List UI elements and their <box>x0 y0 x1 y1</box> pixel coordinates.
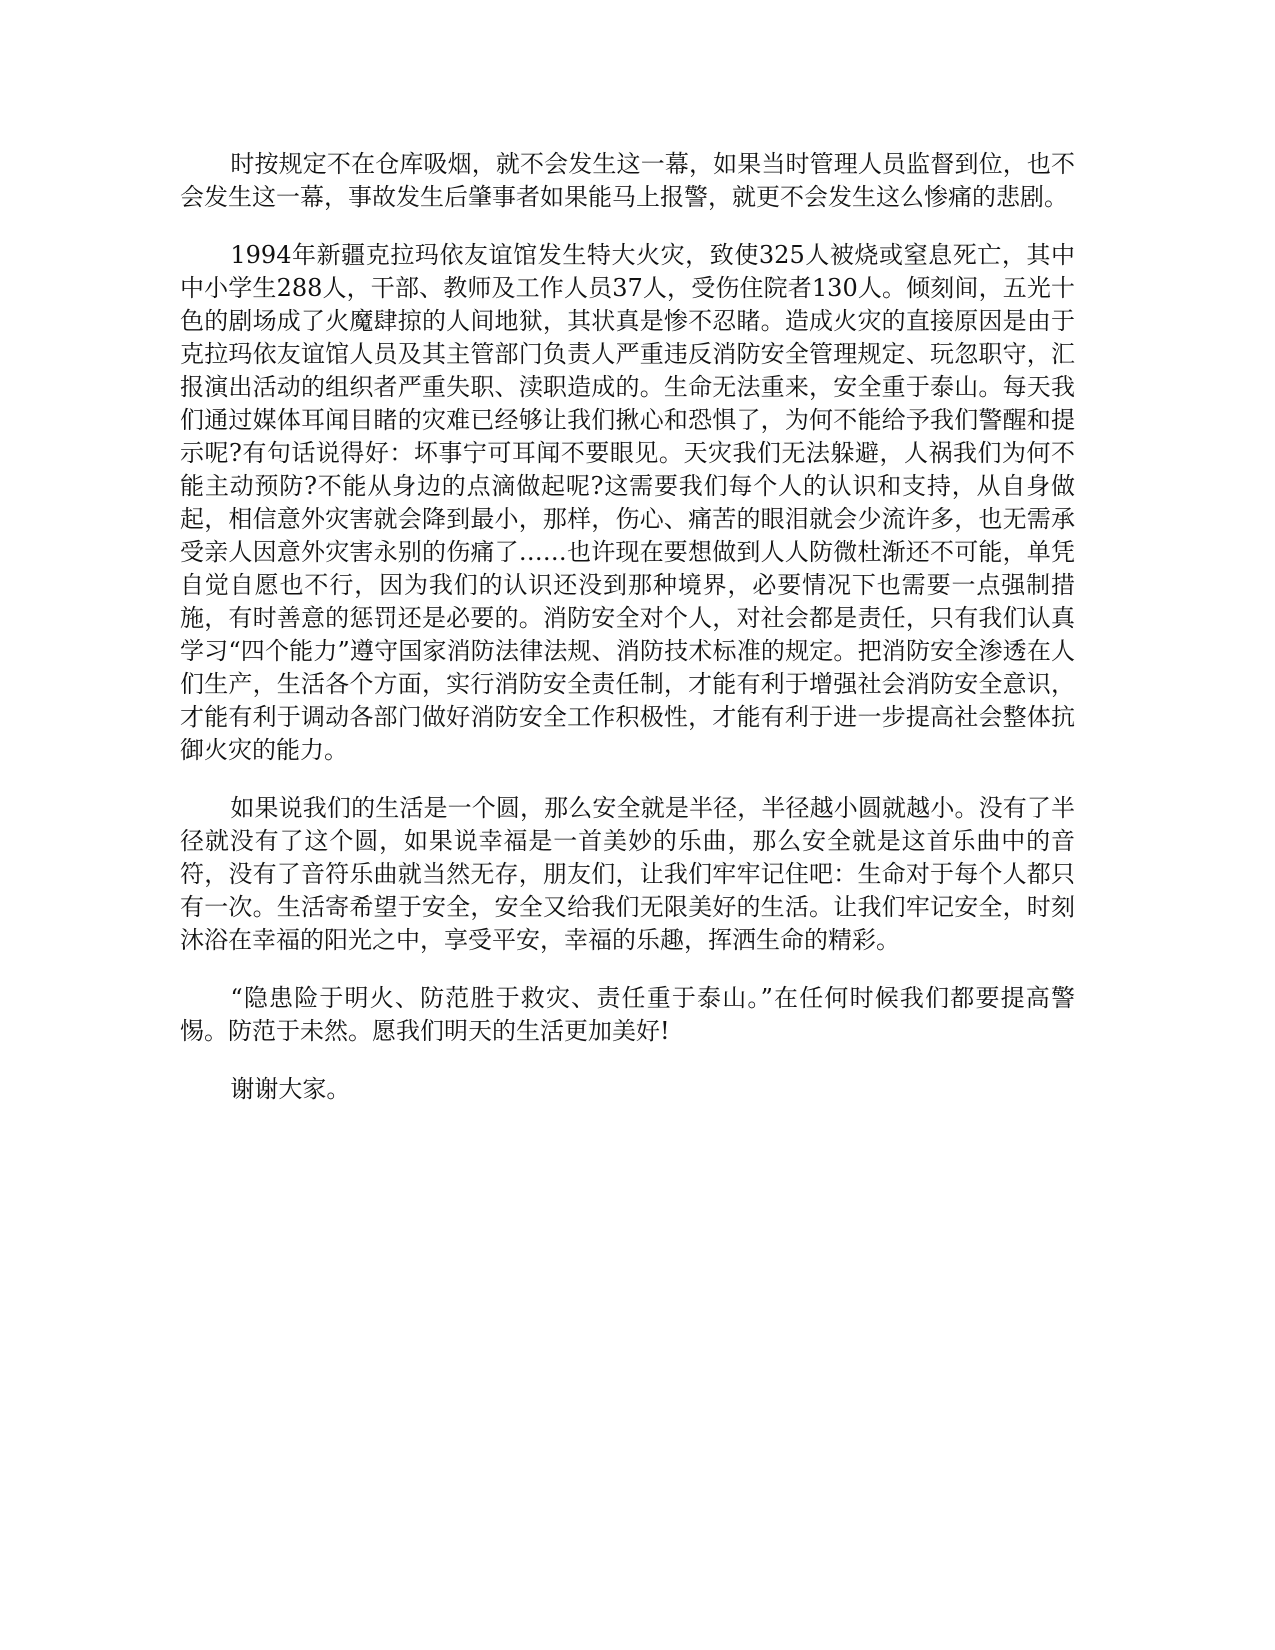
paragraph-2: 1994年新疆克拉玛依友谊馆发生特大火灾，致使325人被烧或窒息死亡，其中中小学生288人，干部、教师及工作人员37人，受伤住院者130人。倾刻间，五光十色的剧场成了火魔肆掠的人间地狱，其状真是惨不忍睹。造成火灾的直接原因是由于克拉玛依友谊馆人员及其主管部门负责人严重违反消防安全管理规定、玩忽职守，汇报演出活动的组织者严重失职、渎职造成的。生命无法重来，安全重于泰山。每天我们通过媒体耳闻目睹的灾难已经够让我们揪心和恐惧了，为何不能给予我们警醒和提示呢?有句话说得好：坏事宁可耳闻不要眼见。天灾我们无法躲避，人祸我们为何不能主动预防?不能从身边的点滴做起呢?这需要我们每个人的认识和支持，从自身做起，相信意外灾害就会降到最小，那样，伤心、痛苦的眼泪就会少流许多，也无需承受亲人因意外灾害永别的伤痛了……也许现在要想做到人人防微杜渐还不可能，单凭自觉自愿也不行，因为我们的认识还没到那种境界，必要情况下也需要一点强制措施，有时善意的惩罚还是必要的。消防安全对个人，对社会都是责任，只有我们认真学习“四个能力”遵守国家消防法律法规、消防技术标准的规定。把消防安全渗透在人们生产，生活各个方面，实行消防安全责任制，才能有利于增强社会消防安全意识，才能有利于调动各部门做好消防安全工作积极性，才能有利于进一步提高社会整体抗御火灾的能力。 <box>180 241 1075 764</box>
document-body <box>180 148 1075 1131</box>
paragraph-3: 如果说我们的生活是一个圆，那么安全就是半径，半径越小圆就越小。没有了半径就没有了这个圆，如果说幸福是一首美妙的乐曲，那么安全就是这首乐曲中的音符，没有了音符乐曲就当然无存，朋友们，让我们牢牢记住吧：生命对于每个人都只有一次。生活寄希望于安全，安全又给我们无限美好的生活。让我们牢记安全，时刻沐浴在幸福的阳光之中，享受平安，幸福的乐趣，挥洒生命的精彩。 <box>180 794 1075 954</box>
paragraph-1: 时按规定不在仓库吸烟，就不会发生这一幕，如果当时管理人员监督到位，也不会发生这一幕，事故发生后肇事者如果能马上报警，就更不会发生这么惨痛的悲剧。 <box>180 150 1075 211</box>
paragraph-4: “隐患险于明火、防范胜于救灾、责任重于泰山。”在任何时候我们都要提高警惕。防范于未然。愿我们明天的生活更加美好! <box>180 984 1075 1045</box>
paragraph-5: 谢谢大家。 <box>230 1075 351 1103</box>
